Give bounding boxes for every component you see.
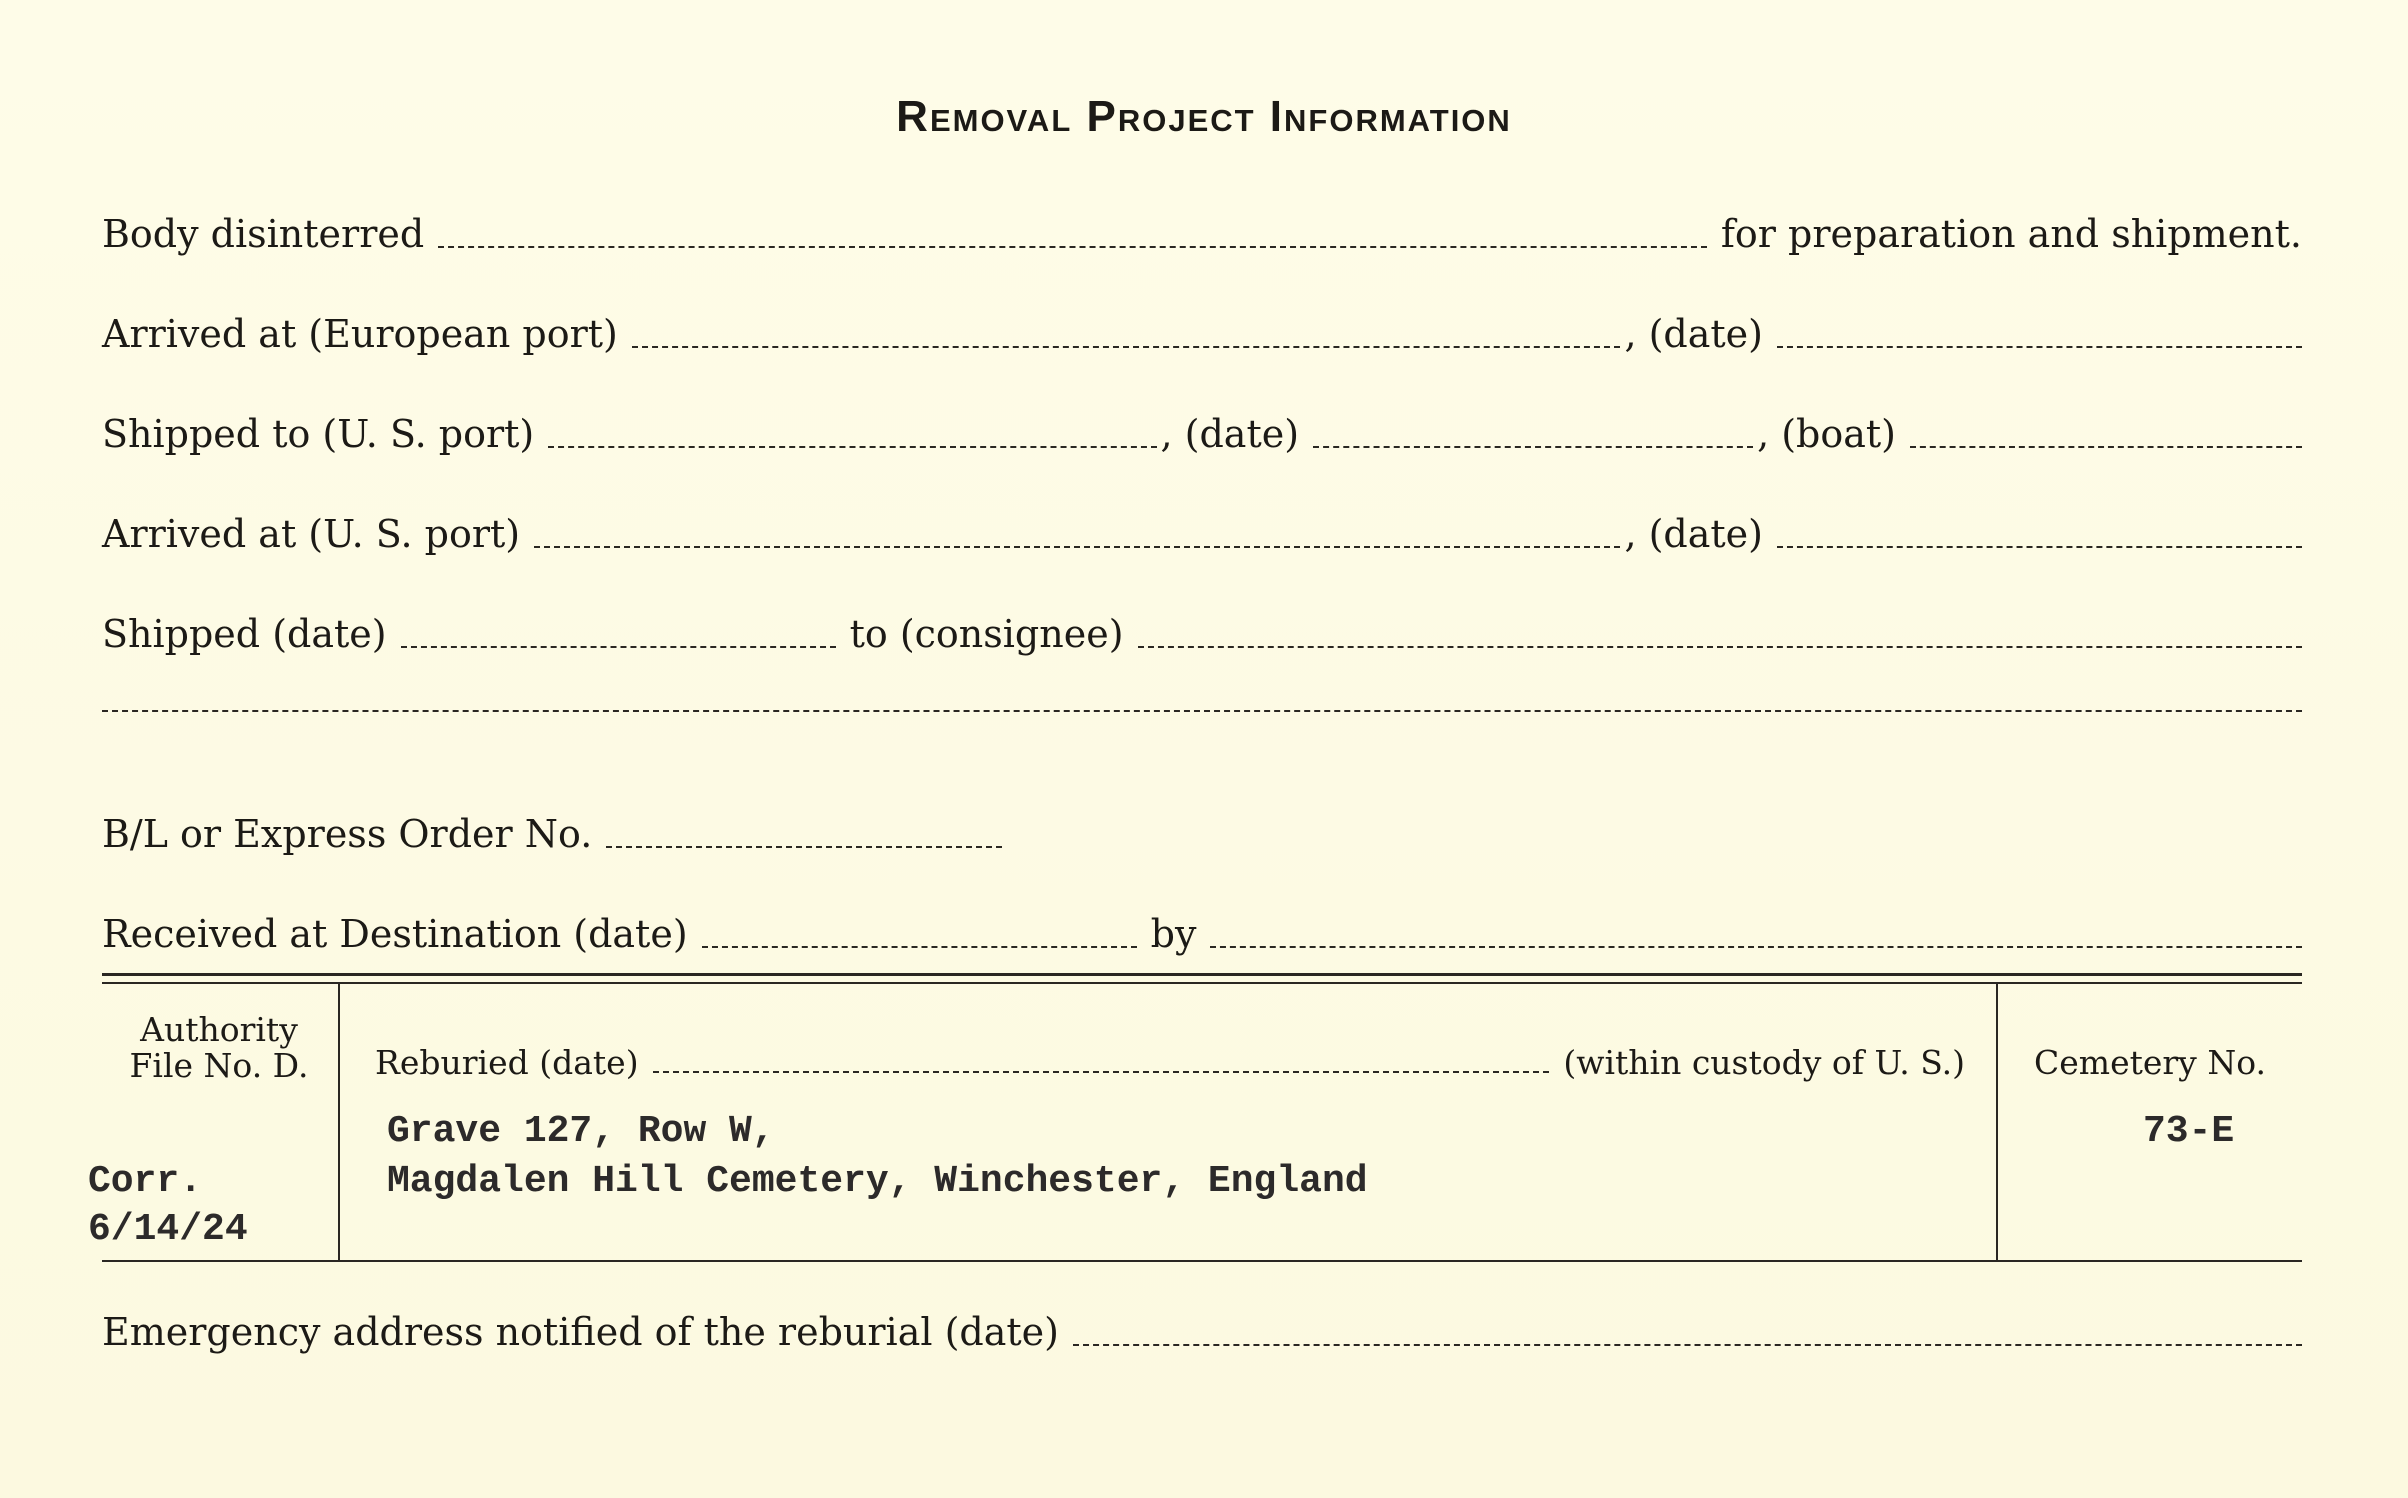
label-received-destination: Received at Destination (date) <box>102 912 688 956</box>
field-boat[interactable] <box>1910 446 2302 448</box>
grave-location-line2: Magdalen Hill Cemetery, Winchester, England <box>387 1160 1368 1203</box>
table-divider-right <box>1996 982 1998 1260</box>
label-bl-order: B/L or Express Order No. <box>102 812 593 856</box>
grave-location-line1: Grave 127, Row W, <box>387 1110 775 1153</box>
field-arrived-us-port[interactable] <box>534 546 1620 548</box>
field-consignee[interactable] <box>1138 646 2302 648</box>
field-shipped-date-value[interactable] <box>401 646 836 648</box>
row-arrived-us <box>102 510 2302 558</box>
label-arrived-european: Arrived at (European port) <box>102 312 618 356</box>
row-bl <box>102 810 1002 858</box>
field-body-disinterred[interactable] <box>438 246 1707 248</box>
field-consignee-continued[interactable] <box>102 710 2302 712</box>
label-date: , (date) <box>1624 312 1763 356</box>
row-arrived-european <box>102 310 2302 358</box>
field-european-date[interactable] <box>1777 346 2302 348</box>
label-by: by <box>1150 912 1197 956</box>
authority-line2: File No. D. <box>129 1046 309 1085</box>
table-top-rule <box>102 973 2302 984</box>
table-bottom-rule <box>102 1260 2302 1262</box>
label-date: , (date) <box>1624 512 1763 556</box>
row-shipped-date <box>102 610 2302 658</box>
label-preparation-shipment: for preparation and shipment. <box>1720 212 2302 256</box>
row-consignee-continued <box>102 710 2302 722</box>
reburied-row <box>375 1045 1965 1081</box>
field-received-by[interactable] <box>1210 946 2302 948</box>
table-divider-left <box>338 982 340 1260</box>
form-title: Removal Project Information <box>896 92 1512 141</box>
authority-label <box>104 1012 334 1084</box>
label-cemetery-no: Cemetery No. <box>2034 1043 2266 1082</box>
label-body-disinterred: Body disinterred <box>102 212 425 256</box>
label-consignee: to (consignee) <box>849 612 1124 656</box>
label-custody: (within custody of U. S.) <box>1563 1043 1965 1082</box>
label-emergency-address: Emergency address notified of the reburial (date) <box>102 1310 1059 1354</box>
authority-line1: Authority <box>140 1010 298 1049</box>
label-shipped-us-port: Shipped to (U. S. port) <box>102 412 535 456</box>
label-reburied: Reburied (date) <box>375 1043 639 1082</box>
field-shipped-date[interactable] <box>1313 446 1753 448</box>
field-arrived-us-date[interactable] <box>1777 546 2302 548</box>
field-us-port[interactable] <box>548 446 1156 448</box>
label-shipped-date: Shipped (date) <box>102 612 387 656</box>
corr-label: Corr. <box>88 1160 203 1203</box>
row-emergency <box>102 1308 2302 1356</box>
field-received-date[interactable] <box>702 946 1137 948</box>
label-boat: , (boat) <box>1757 412 1896 456</box>
field-emergency-date[interactable] <box>1073 1344 2302 1346</box>
cemetery-number-value: 73-E <box>2143 1110 2235 1153</box>
row-body-disinterred <box>102 210 2302 258</box>
corr-date: 6/14/24 <box>88 1208 248 1251</box>
label-date: , (date) <box>1160 412 1300 456</box>
row-received <box>102 910 2302 958</box>
row-shipped-us <box>102 410 2302 458</box>
field-bl-order[interactable] <box>606 846 1002 848</box>
field-reburied-date[interactable] <box>653 1071 1550 1073</box>
label-arrived-us-port: Arrived at (U. S. port) <box>102 512 521 556</box>
field-european-port[interactable] <box>632 346 1621 348</box>
